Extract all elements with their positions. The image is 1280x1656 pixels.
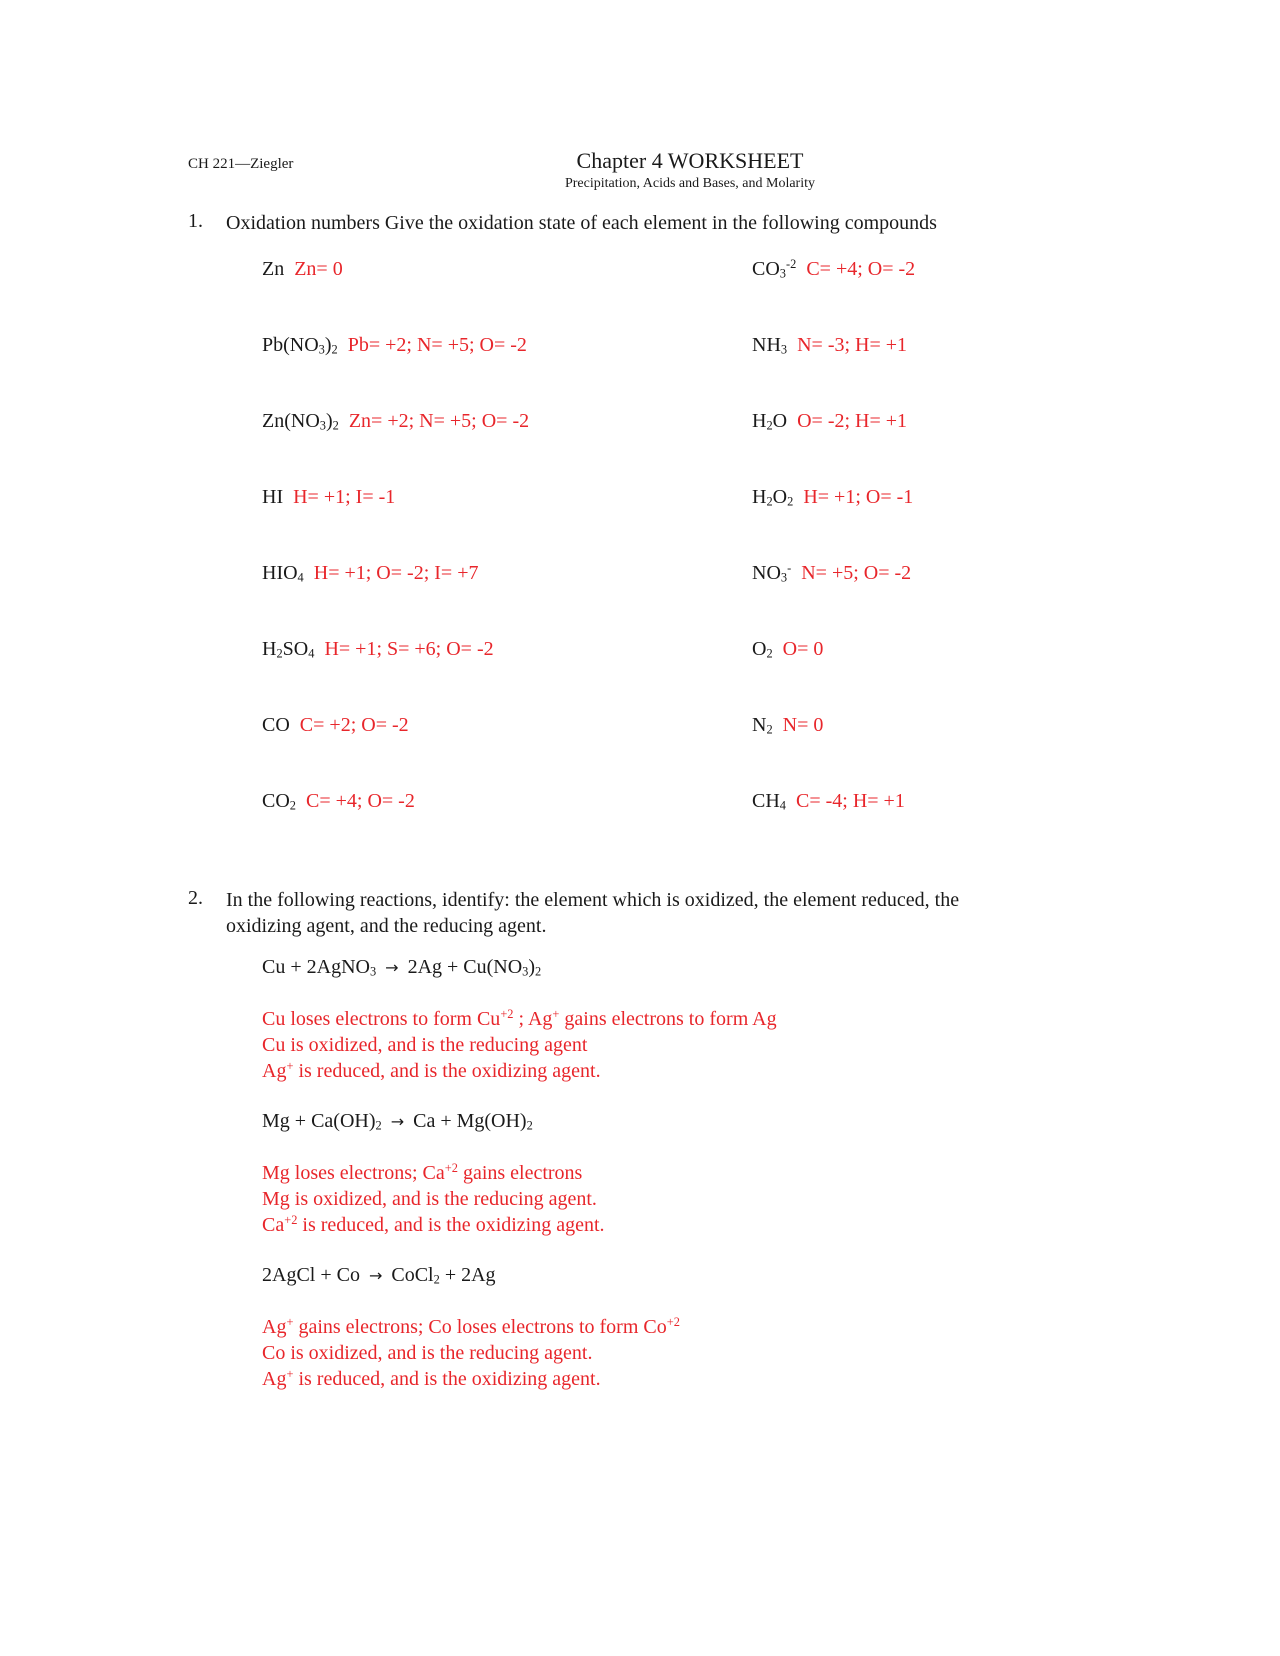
answer-line: Cu is oxidized, and is the reducing agent	[262, 1034, 588, 1056]
compound-formula: $H_2O$	[752, 410, 788, 433]
compound-formula: $CO_2$	[262, 790, 296, 813]
answer-line: Ag+ gains electrons; Co loses electrons to form $Co^{+2}$	[262, 1315, 680, 1338]
compound-formula: CO	[262, 714, 290, 736]
compound-left-1	[262, 258, 343, 281]
question-2-prompt-line-1: In the following reactions, identify: the element which is oxidized, the element reduced, the	[226, 889, 960, 911]
answer-line: Mg is oxidized, and is the reducing agent.	[262, 1188, 597, 1210]
oxidation-answer: C= +4; O= -2	[306, 790, 415, 812]
compound-formula: $Zn(NO_3)_2$	[262, 410, 339, 433]
compound-right-3	[752, 410, 907, 433]
question-1-prompt: Oxidation numbers Give the oxidation state of each element in the following compounds	[226, 212, 937, 234]
oxidation-answer: H= +1; O= -2; I= +7	[313, 562, 479, 584]
compound-formula: $NH_3$	[752, 334, 788, 357]
answer-line: Co is oxidized, and is the reducing agent.	[262, 1342, 593, 1364]
oxidation-answer: C= +4; O= -2	[806, 258, 916, 280]
compound-formula: $NO_3^-$	[752, 561, 792, 585]
question-1-number: 1.	[188, 210, 203, 232]
compound-formula: HI	[262, 486, 284, 508]
reaction-answer-2	[262, 1160, 605, 1238]
compound-right-8	[752, 790, 905, 813]
reaction-answer-1	[262, 1006, 777, 1084]
answer-line: Ag+ is reduced, and is the oxidizing agent.	[262, 1059, 601, 1082]
answer-line: Cu loses electrons to form $Cu^{+2}$ ; Ag+ gains electrons to form Ag	[262, 1007, 777, 1030]
compound-right-4	[752, 486, 913, 509]
oxidation-answer: Zn= 0	[294, 258, 343, 280]
answer-line: $Ca^{+2}$ is reduced, and is the oxidizing agent.	[262, 1213, 605, 1236]
oxidation-answer: O= 0	[782, 638, 824, 660]
compound-right-6	[752, 638, 823, 661]
compound-left-4	[262, 486, 395, 509]
answer-line: Ag+ is reduced, and is the oxidizing agent.	[262, 1367, 601, 1390]
oxidation-answer: N= +5; O= -2	[801, 562, 912, 584]
compound-right-2	[752, 334, 907, 357]
oxidation-answer: H= +1; O= -1	[803, 486, 914, 508]
compound-formula: $Pb(NO_3)_2$	[262, 334, 338, 357]
oxidation-answer: N= -3; H= +1	[797, 334, 908, 356]
course-label: CH 221—Ziegler	[188, 156, 294, 172]
compound-formula: $H_2SO_4$	[262, 638, 315, 661]
oxidation-answer: C= +2; O= -2	[299, 714, 409, 736]
compound-formula: $N_2$	[752, 714, 773, 737]
worksheet-subtitle: Precipitation, Acids and Bases, and Molarity	[564, 176, 815, 191]
oxidation-answer: H= +1; S= +6; O= -2	[324, 638, 494, 660]
compound-right-1	[752, 258, 915, 281]
reaction-answer-3	[262, 1314, 680, 1392]
oxidation-answer: N= 0	[782, 714, 824, 736]
compound-left-3	[262, 410, 529, 433]
question-2-number: 2.	[188, 887, 203, 909]
reaction-equation-1: Cu + 2AgNO$_3$ → $2Ag + Cu(NO_3)_2$	[262, 956, 542, 979]
compound-left-6	[262, 638, 494, 661]
compound-formula: $CO_3^{-2}$	[752, 257, 797, 281]
compound-left-8	[262, 790, 415, 813]
reaction-equation-3: 2AgCl + Co → CoCl$_2$ + 2Ag	[262, 1264, 496, 1287]
oxidation-answer: Pb= +2; N= +5; O= -2	[347, 334, 527, 356]
compound-left-7	[262, 714, 409, 737]
reaction-equation-2: $Mg + Ca(OH)_2 \to Ca + Mg(OH)_2$	[262, 1110, 533, 1133]
compound-left-2	[262, 334, 527, 357]
compound-formula: $O_2$	[752, 638, 773, 661]
compound-left-5	[262, 562, 478, 585]
oxidation-answer: O= -2; H= +1	[797, 410, 908, 432]
compound-right-5	[752, 562, 911, 585]
oxidation-answer: Zn= +2; N= +5; O= -2	[348, 410, 530, 432]
compound-formula: $H_2O_2$	[752, 486, 794, 509]
oxidation-answer: C= -4; H= +1	[796, 790, 905, 812]
compound-right-7	[752, 714, 823, 737]
compound-formula: Zn	[262, 258, 285, 280]
question-2-prompt-line-2: oxidizing agent, and the reducing agent.	[226, 915, 547, 937]
oxidation-answer: H= +1; I= -1	[293, 486, 396, 508]
compound-formula: $HIO_4$	[262, 562, 304, 585]
worksheet-title: Chapter 4 WORKSHEET	[576, 148, 804, 173]
compound-formula: $CH_4$	[752, 790, 786, 813]
answer-line: Mg loses electrons; $Ca^{+2}$ gains electrons	[262, 1161, 583, 1184]
question-2-prompt	[226, 887, 959, 939]
